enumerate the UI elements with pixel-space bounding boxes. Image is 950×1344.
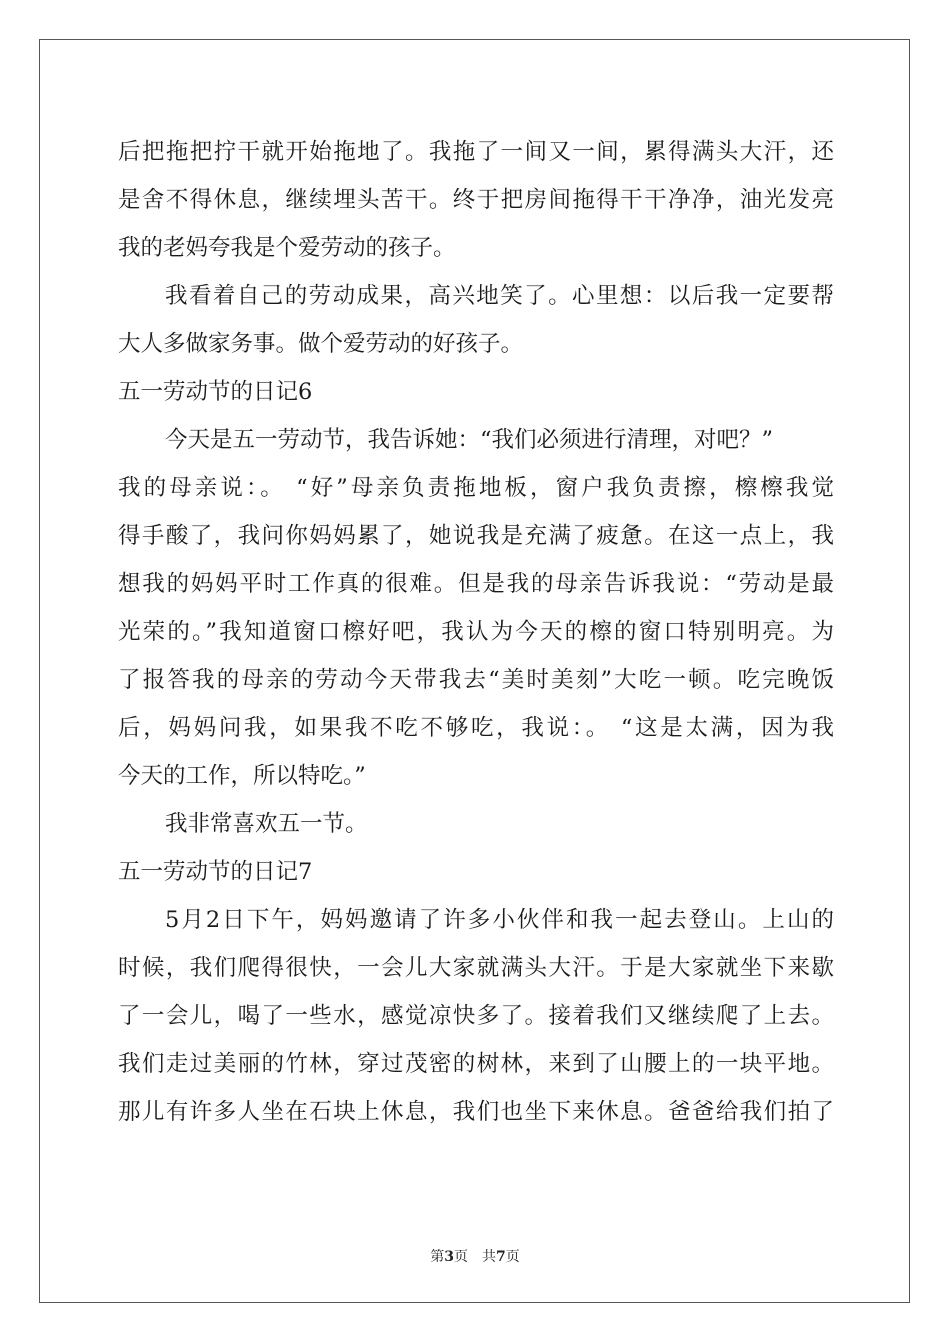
text-line: 今天是五一劳动节，我告诉她：“我们必须进行清理，对吧？”: [165, 427, 774, 453]
total-pages: 7: [496, 1249, 506, 1265]
text-line: 光荣的。”我知道窗口檫好吧，我认为今天的檫的窗口特别明亮。为: [118, 619, 834, 645]
text-line: 5月2日下午，妈妈邀请了许多小伙伴和我一起去登山。上山的: [165, 907, 834, 933]
text-line: 了一会儿，喝了一些水，感觉凉快多了。接着我们又继续爬了上去。: [118, 1003, 834, 1029]
total-prefix: 共: [482, 1249, 496, 1265]
document-body: [118, 128, 834, 1136]
page-number: 3: [444, 1249, 454, 1265]
text-line: 我的老妈夸我是个爱劳动的孩子。: [118, 235, 456, 261]
text-line: 想我的妈妈平时工作真的很难。但是我的母亲告诉我说：“劳动是最: [118, 571, 834, 597]
text-line: 后把拖把拧干就开始拖地了。我拖了一间又一间，累得满头大汗，还: [118, 139, 834, 165]
page-footer: [0, 1246, 950, 1266]
text-line: 了报答我的母亲的劳动今天带我去“美时美刻”大吃一顿。吃完晚饭: [118, 667, 834, 693]
text-line: 我的母亲说：。 “好”母亲负责拖地板，窗户我负责擦，檫檫我觉: [118, 475, 834, 501]
text-line: 后，妈妈问我，如果我不吃不够吃，我说：。 “这是太满，因为我: [118, 715, 834, 741]
section-heading: 五一劳动节的日记6: [118, 379, 313, 405]
page-suffix: 页: [454, 1249, 468, 1265]
text-line: 得手酸了，我问你妈妈累了，她说我是充满了疲惫。在这一点上，我: [118, 523, 834, 549]
total-suffix: 页: [505, 1249, 520, 1265]
text-line: 那儿有许多人坐在石块上休息，我们也坐下来休息。爸爸给我们拍了: [118, 1099, 834, 1125]
section-heading: 五一劳动节的日记7: [118, 859, 313, 885]
text-line: 我非常喜欢五一节。: [165, 811, 368, 837]
text-line: 我看着自己的劳动成果，高兴地笑了。心里想：以后我一定要帮: [165, 283, 834, 309]
text-line: 我们走过美丽的竹林，穿过茂密的树林，来到了山腰上的一块平地。: [118, 1051, 834, 1077]
text-line: 今天的工作，所以特吃。”: [118, 763, 366, 789]
text-line: 是舍不得休息，继续埋头苦干。终于把房间拖得干干净净，油光发亮: [118, 187, 834, 213]
page-prefix: 第: [430, 1249, 445, 1265]
text-line: 时候，我们爬得很快，一会儿大家就满头大汗。于是大家就坐下来歇: [118, 955, 834, 981]
text-line: 大人多做家务事。做个爱劳动的好孩子。: [118, 331, 524, 357]
